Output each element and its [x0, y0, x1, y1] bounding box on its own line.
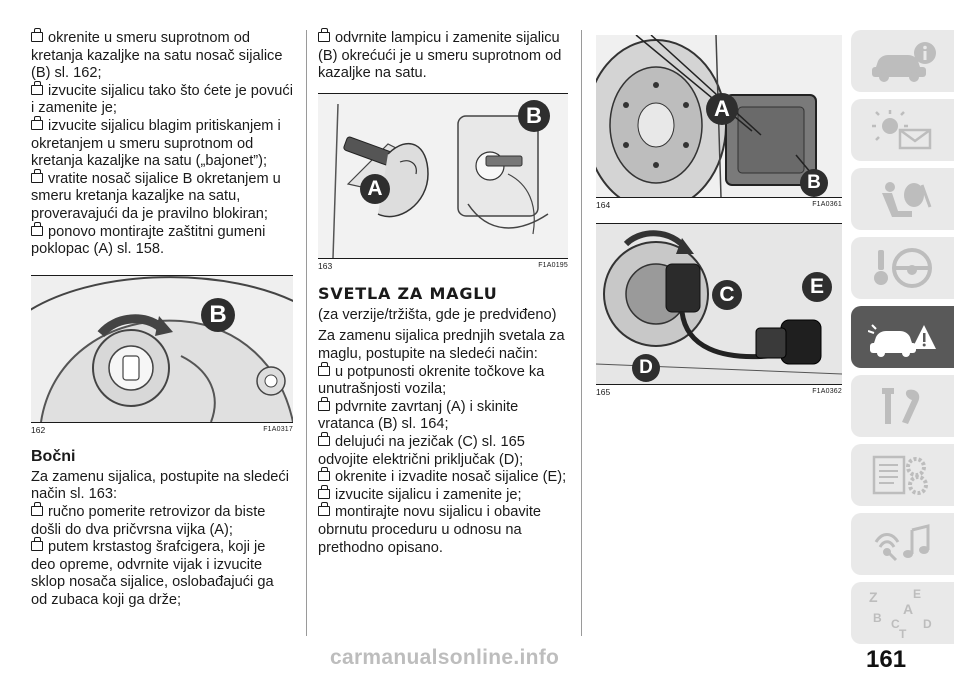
- column-left: [31, 30, 293, 609]
- checkbox-bullet-icon: [318, 471, 330, 481]
- section-heading: SVETLA ZA MAGLU: [318, 283, 498, 303]
- alphabetical-index-icon: [863, 586, 943, 640]
- chapter-sidebar: [851, 30, 954, 651]
- tab-multimedia[interactable]: [851, 513, 954, 575]
- callout-label-b: B: [518, 100, 550, 132]
- list-item: izvucite sijalicu i zamenite je;: [318, 487, 568, 505]
- callout-label-b: B: [201, 298, 235, 332]
- index-letter: B: [872, 610, 882, 625]
- paragraph: Za zamenu sijalica, postupite na sledeći način sl. 163:: [31, 468, 289, 503]
- list-item: okrenite u smeru suprotnom od kretanja kazaljke na satu nosač sijalice (B) sl. 162;: [31, 30, 283, 82]
- callout-label-a: A: [706, 93, 738, 125]
- tab-technical-data[interactable]: [851, 444, 954, 506]
- figure-163: [318, 93, 568, 259]
- callout-label-e: E: [802, 272, 832, 302]
- checkbox-bullet-icon: [318, 366, 330, 376]
- list-item: ponovo montirajte zaštitni gumeni poklopac (A) sl. 158.: [31, 223, 266, 258]
- checkbox-bullet-icon: [318, 489, 330, 499]
- tab-index[interactable]: [851, 582, 954, 644]
- figure-165: [596, 223, 842, 385]
- column-divider: [306, 30, 307, 636]
- figure-number: 162: [31, 424, 46, 435]
- figure-code: F1A0361: [812, 201, 842, 208]
- index-letter: Z: [868, 588, 878, 605]
- page-number: 161: [866, 646, 907, 673]
- callout-label-d: D: [632, 354, 660, 382]
- index-letter: T: [898, 626, 906, 640]
- callout-label-c: C: [712, 280, 742, 310]
- figure-code: F1A0362: [812, 388, 842, 395]
- figure-164: [596, 35, 842, 198]
- index-letter: A: [902, 600, 913, 617]
- warning-lights-message-icon: [868, 108, 938, 152]
- key-steering-wheel-icon: [868, 246, 938, 290]
- tab-starting-driving[interactable]: [851, 237, 954, 299]
- callout-label-b: B: [800, 169, 828, 197]
- index-letter: C: [890, 616, 900, 631]
- checkbox-bullet-icon: [31, 541, 43, 551]
- checkbox-bullet-icon: [31, 226, 43, 236]
- car-info-icon: [868, 39, 938, 83]
- checkbox-bullet-icon: [318, 506, 330, 516]
- figure-162: [31, 275, 293, 423]
- paragraph: Za zamenu sijalica prednjih svetala za maglu, postupite na sledeći način:: [318, 328, 565, 362]
- specs-gears-icon: [868, 453, 938, 497]
- list-item: montirajte novu sijalicu i obavite obrnutu proceduru u odnosu na prethodno opisano.: [318, 504, 542, 556]
- checkbox-bullet-icon: [31, 173, 43, 183]
- multimedia-icon: [868, 522, 938, 566]
- index-letter: E: [912, 586, 921, 601]
- checkbox-bullet-icon: [31, 32, 43, 42]
- wrench-icon: [868, 384, 938, 428]
- checkbox-bullet-icon: [31, 120, 43, 130]
- list-item: vratite nosač sijalice B okretanjem u smeru kretanja kazaljke na satu, proveravajući da je pravilno blokiran;: [31, 170, 281, 222]
- index-letter: D: [922, 616, 932, 631]
- list-item: u potpunosti okrenite točkove ka unutrašnjosti vozila;: [318, 363, 545, 398]
- headlamp-bulb-illustration: [31, 276, 293, 422]
- column-right: [596, 35, 842, 398]
- checkbox-bullet-icon: [318, 436, 330, 446]
- watermark: carmanualsonline.info: [330, 646, 560, 669]
- figure-number: 164: [596, 200, 611, 210]
- column-middle: [318, 30, 568, 557]
- figure-number: 165: [596, 387, 611, 397]
- list-item: ručno pomerite retrovizor da biste došli do dva pričvrsna vijka (A);: [31, 503, 266, 538]
- callout-label-a: A: [360, 174, 390, 204]
- list-item: putem krstastog šrafcigera, koji je deo opreme, odvrnite vijak i izvucite sklop nosača sijalice, oslobađajući ga od zubaca koji ga drže;: [31, 539, 274, 608]
- figure-caption: [31, 424, 293, 436]
- checkbox-bullet-icon: [318, 32, 330, 42]
- figure-caption: [596, 386, 842, 398]
- section-heading: Bočni: [31, 447, 76, 465]
- list-item: izvucite sijalicu blagim pritiskanjem i okretanjem u smeru suprotnom od kretanja kazaljke na satu („bajonet”);: [31, 117, 281, 170]
- checkbox-bullet-icon: [31, 506, 43, 516]
- tab-in-emergency[interactable]: [851, 306, 954, 368]
- list-item: okrenite i izvadite nosač sijalice (E);: [318, 469, 568, 487]
- column-divider: [581, 30, 582, 636]
- checkbox-bullet-icon: [318, 401, 330, 411]
- figure-code: F1A0317: [263, 425, 293, 433]
- tab-warning-lights[interactable]: [851, 99, 954, 161]
- figure-code: F1A0195: [538, 261, 568, 269]
- list-item: izvucite sijalicu tako što ćete je povući i zamenite je;: [31, 82, 293, 117]
- checkbox-bullet-icon: [31, 85, 43, 95]
- list-item: delujući na jezičak (C) sl. 165 odvojite električni priključak (D);: [318, 433, 525, 468]
- paragraph: (za verzije/tržišta, gde je predviđeno): [318, 306, 557, 323]
- car-breakdown-warning-icon: [868, 315, 938, 359]
- list-item: odvrnite lampicu i zamenite sijalicu (B) okrećući je u smeru suprotnom od kazaljke na satu.: [318, 30, 562, 82]
- tab-safety[interactable]: [851, 168, 954, 230]
- figure-number: 163: [318, 260, 333, 271]
- airbag-seat-icon: [868, 177, 938, 221]
- tab-maintenance[interactable]: [851, 375, 954, 437]
- tab-car-info[interactable]: [851, 30, 954, 92]
- list-item: pdvrnite zavrtanj (A) i skinite vratanca (B) sl. 164;: [318, 398, 519, 433]
- figure-caption: [318, 260, 568, 272]
- figure-caption: [596, 199, 842, 211]
